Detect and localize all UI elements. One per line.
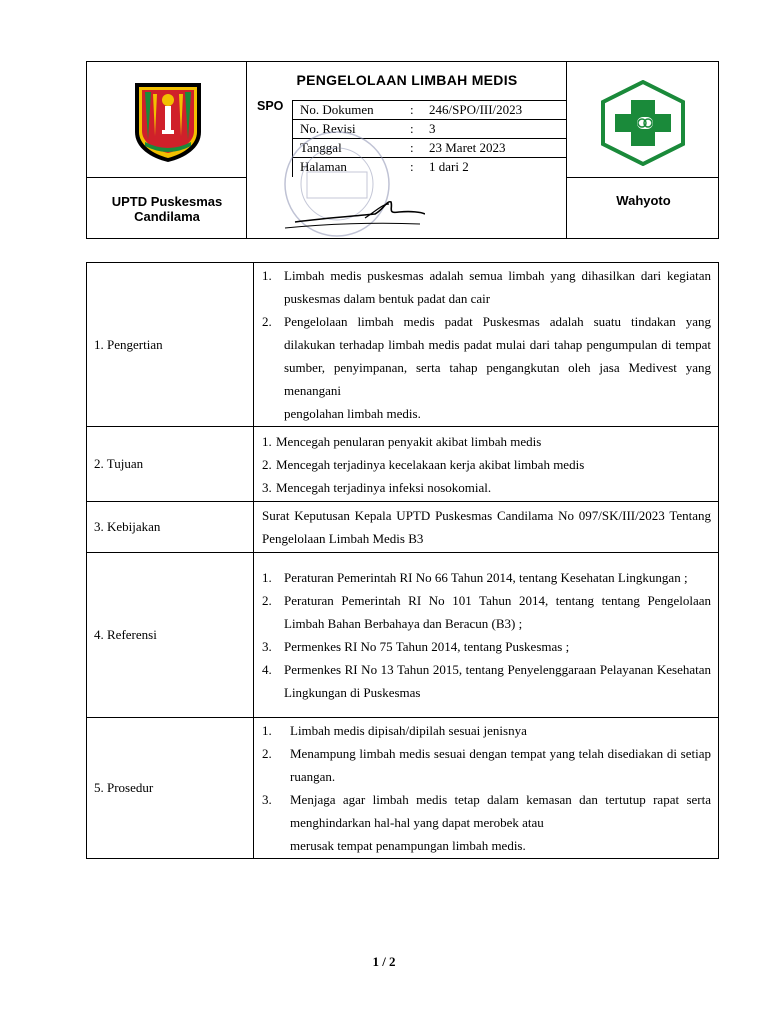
item-text: Peraturan Pemerintah RI No 101 Tahun 2014, tentang tentang Pengelolaan Limbah Bahan Berbahaya dan Beracun (B3) ; — [284, 593, 711, 631]
item-text: Menjaga agar limbah medis tetap dalam kemasan dan tertutup rapat serta menghindarkan hal-hal yang dapat merobek atau — [290, 792, 711, 830]
list-item — [262, 742, 711, 788]
list-item — [262, 430, 711, 453]
item-text: Menampung limbah medis sesuai dengan tempat yang telah disediakan di setiap ruangan. — [290, 746, 711, 784]
meta-colon: : — [410, 102, 414, 117]
document-title: PENGELOLAAN LIMBAH MEDIS — [296, 72, 518, 88]
semarang-emblem-icon — [131, 80, 205, 164]
section-content — [254, 263, 719, 427]
list-item — [262, 264, 711, 310]
item-text: Limbah medis dipisah/dipilah sesuai jenisnya — [290, 723, 527, 738]
list-item — [262, 635, 711, 658]
section-label: 5. Prosedur — [87, 718, 254, 859]
item-number: 2. — [262, 456, 272, 472]
meta-colon: : — [410, 159, 414, 174]
section-content — [254, 718, 719, 859]
sop-content-table — [86, 262, 719, 859]
table-row — [87, 502, 719, 553]
item-text: Peraturan Pemerintah RI No 66 Tahun 2014, tentang Kesehatan Lingkungan ; — [284, 570, 688, 585]
list-item — [262, 788, 711, 857]
item-number: 2. — [262, 314, 272, 329]
meta-value: 3 — [429, 121, 436, 136]
section-label: 1. Pengertian — [87, 263, 254, 427]
list-item — [262, 719, 711, 742]
item-number: 1. — [262, 268, 272, 283]
item-text: Mencegah penularan penyakit akibat limbah medis — [276, 433, 542, 449]
list-item — [262, 566, 711, 589]
section-content — [254, 502, 719, 553]
policy-text: Surat Keputusan Kepala UPTD Puskesmas Candilama No 097/SK/III/2023 Tentang Pengelolaan Limbah Medis B3 — [262, 508, 711, 546]
list-item — [262, 476, 711, 499]
organization-name: UPTD Puskesmas Candilama — [111, 193, 223, 224]
item-text: Mencegah terjadinya infeksi nosokomial. — [276, 479, 492, 495]
meta-row — [293, 101, 567, 120]
list-item — [262, 658, 711, 704]
item-number: 2. — [262, 593, 272, 608]
puskesmas-logo-icon — [597, 80, 689, 166]
list-item — [262, 453, 711, 476]
item-number: 3. — [262, 639, 272, 654]
meta-key: Halaman — [300, 159, 347, 174]
section-label: 2. Tujuan — [87, 427, 254, 502]
item-text: merusak tempat penampungan limbah medis. — [290, 838, 526, 853]
table-row — [87, 263, 719, 427]
item-number: 2. — [262, 746, 272, 761]
item-number: 1. — [262, 570, 272, 585]
meta-key: No. Dokumen — [300, 102, 374, 117]
meta-key: Tanggal — [300, 140, 342, 155]
official-stamp-signature-icon — [265, 124, 425, 244]
meta-value: 23 Maret 2023 — [429, 140, 506, 155]
section-label: 4. Referensi — [87, 553, 254, 718]
meta-colon: : — [410, 121, 414, 136]
item-text: Permenkes RI No 75 Tahun 2014, tentang Puskesmas ; — [284, 639, 570, 654]
section-content — [254, 427, 719, 502]
item-text: Limbah medis puskesmas adalah semua limbah yang dihasilkan dari kegiatan puskesmas dalam bentuk padat dan cair — [284, 268, 711, 306]
meta-colon: : — [410, 140, 414, 155]
document-header — [86, 61, 719, 239]
section-label: 3. Kebijakan — [87, 502, 254, 553]
page-number: 1 / 2 — [372, 954, 396, 969]
item-text: Mencegah terjadinya kecelakaan kerja akibat limbah medis — [276, 456, 585, 472]
table-row — [87, 718, 719, 859]
meta-value: 1 dari 2 — [429, 159, 469, 174]
item-number: 1. — [262, 723, 272, 738]
table-row — [87, 427, 719, 502]
meta-key: No. Revisi — [300, 121, 356, 136]
table-row — [87, 553, 719, 718]
section-content — [254, 553, 719, 718]
signer-name: Wahyoto — [616, 192, 671, 208]
item-number: 4. — [262, 662, 272, 677]
item-text: Pengelolaan limbah medis padat Puskesmas adalah suatu tindakan yang dilakukan terhadap limbah medis padat mulai dari tahap pengumpulan di tempat sumber, penyimpanan, serta tahap pengangkutan oleh jasa Medivest yang menangani — [284, 314, 711, 398]
item-text: pengolahan limbah medis. — [284, 406, 421, 421]
meta-value: 246/SPO/III/2023 — [429, 102, 523, 117]
item-number: 3. — [262, 792, 272, 807]
item-number: 1. — [262, 433, 272, 449]
list-item — [262, 589, 711, 635]
spo-label: SPO — [257, 99, 284, 113]
list-item — [262, 310, 711, 425]
item-text: Permenkes RI No 13 Tahun 2015, tentang Penyelenggaraan Pelayanan Kesehatan Lingkungan di Puskesmas — [284, 662, 711, 700]
item-number: 3. — [262, 479, 272, 495]
